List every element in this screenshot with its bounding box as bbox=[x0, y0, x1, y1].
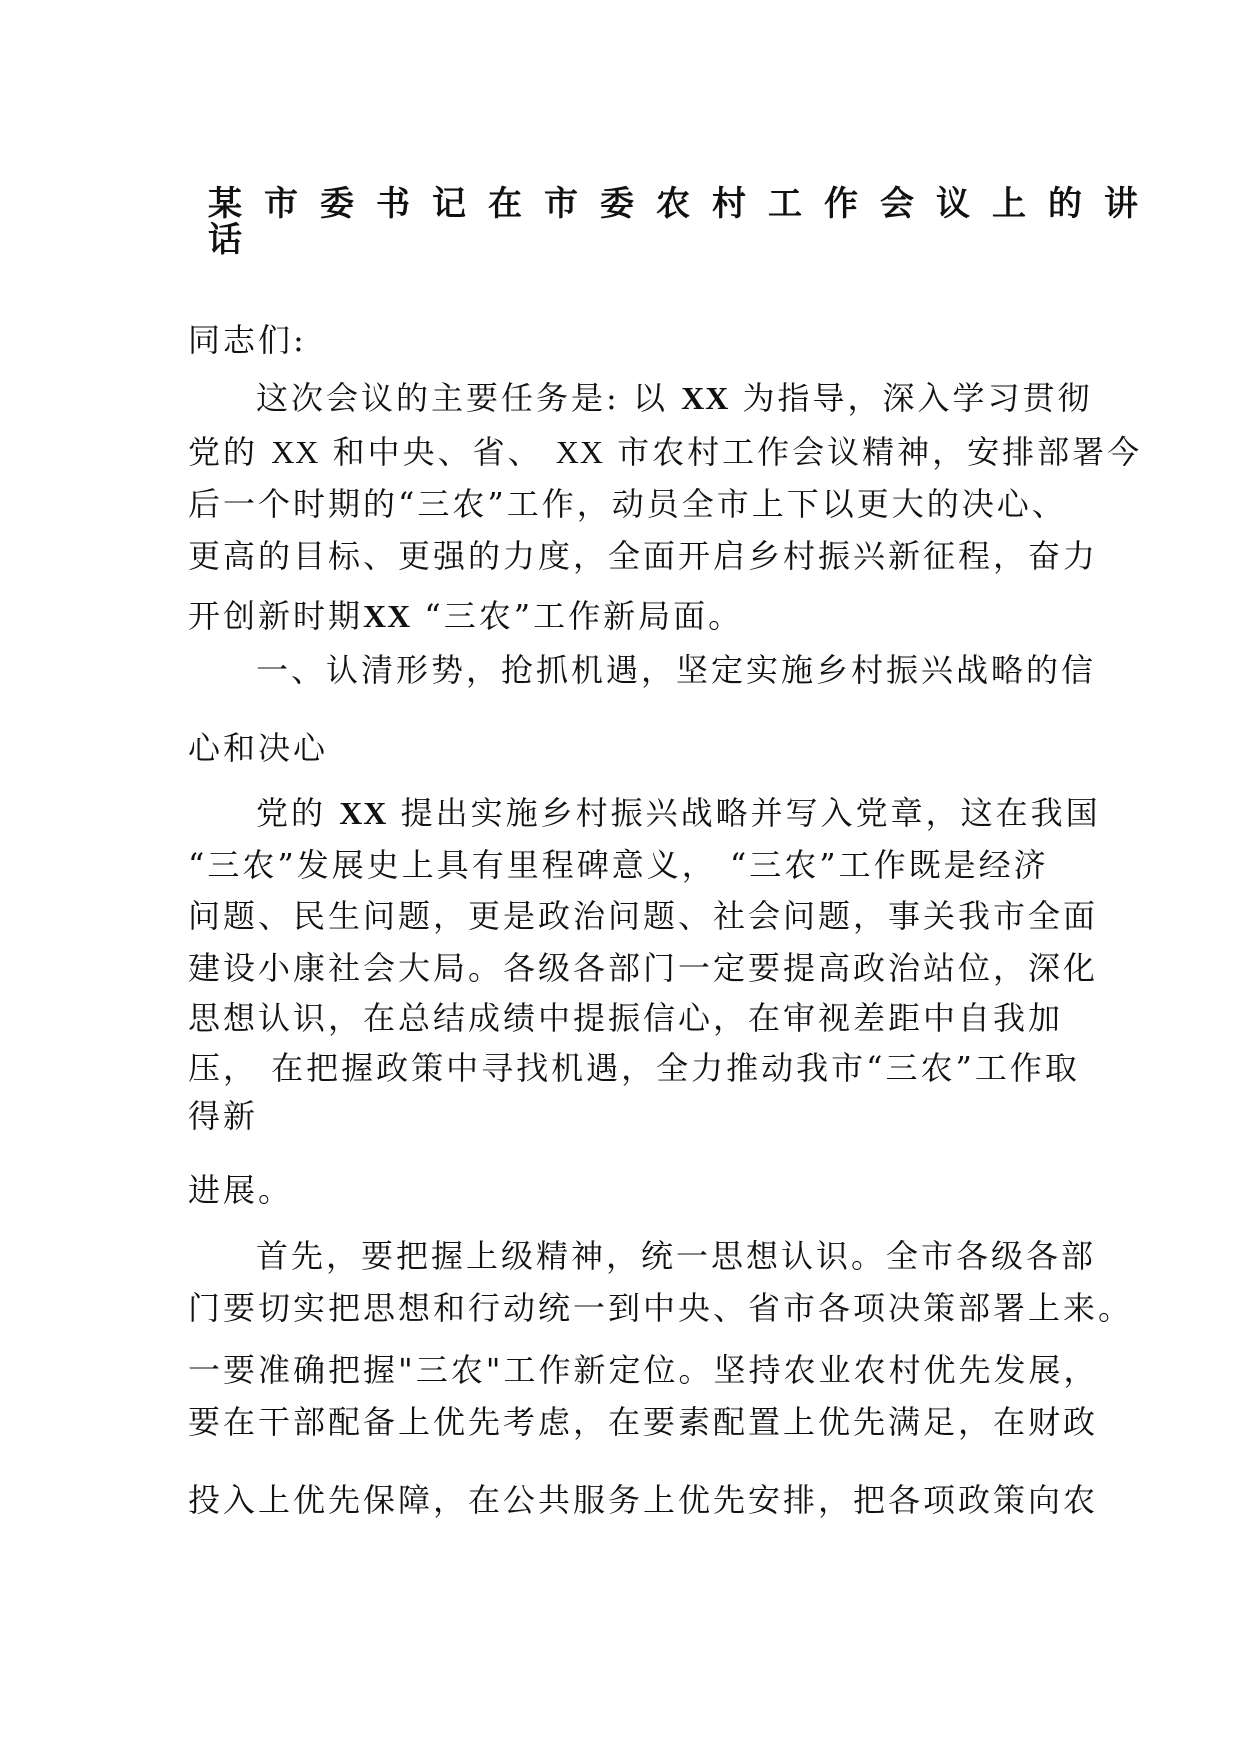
paragraph-2-line-8: 进展。 bbox=[188, 1171, 294, 1209]
paragraph-2-line-6: 压， 在把握政策中寻找机遇，全力推动我市“三农”工作取 bbox=[188, 1049, 1080, 1087]
paragraph-2-line-5: 思想认识，在总结成绩中提振信心，在审视差距中自我加 bbox=[188, 999, 1064, 1037]
text-run: 党的 bbox=[256, 794, 340, 832]
text-run: 市农村工作会议精神，安排部署今 bbox=[603, 433, 1143, 471]
text-run: 党的 bbox=[188, 433, 272, 471]
document-title-line-2: 话 bbox=[208, 220, 264, 260]
paragraph-3-line-5: 投入上优先保障，在公共服务上优先安排，把各项政策向农 bbox=[188, 1481, 1099, 1519]
paragraph-1-line-2 bbox=[188, 432, 1142, 472]
paragraph-1-line-5 bbox=[188, 596, 743, 636]
text-run: 和中央、省、 bbox=[319, 433, 556, 471]
paragraph-2-line-2: “三农”发展史上具有里程碑意义， “三农”工作既是经济 bbox=[188, 846, 1049, 884]
paragraph-3-line-3: 一要准确把握"三农"工作新定位。坚持农业农村优先发展， bbox=[188, 1351, 1099, 1389]
text-run: “三农”工作新局面。 bbox=[411, 597, 744, 635]
placeholder-xx: XX bbox=[681, 380, 730, 416]
text-run: 为指导，深入学习贯彻 bbox=[729, 379, 1093, 417]
placeholder-xx: XX bbox=[555, 434, 604, 470]
paragraph-3-line-4: 要在干部配备上优先考虑，在要素配置上优先满足，在财政 bbox=[188, 1403, 1099, 1441]
paragraph-2-line-7: 得新 bbox=[188, 1097, 259, 1135]
placeholder-xx: XX bbox=[363, 598, 412, 634]
text-run: 提出实施乡村振兴战略并写入党章，这在我国 bbox=[387, 794, 1101, 832]
salutation: 同志们: bbox=[188, 321, 307, 359]
paragraph-1-line-1 bbox=[256, 378, 1093, 418]
paragraph-1-line-4: 更高的目标、更强的力度，全面开启乡村振兴新征程，奋力 bbox=[188, 537, 1099, 575]
paragraph-3-line-2: 门要切实把思想和行动统一到中央、省市各项决策部署上来。 bbox=[188, 1289, 1134, 1327]
placeholder-xx: XX bbox=[271, 434, 320, 470]
text-run: 开创新时期 bbox=[188, 597, 364, 635]
placeholder-xx: XX bbox=[339, 795, 388, 831]
section-heading-1-line-1: 一、认清形势，抢抓机遇，坚定实施乡村振兴战略的信 bbox=[256, 651, 1097, 689]
section-heading-1-line-2: 心和决心 bbox=[188, 729, 329, 767]
paragraph-3-line-1: 首先，要把握上级精神，统一思想认识。全市各级各部 bbox=[256, 1237, 1097, 1275]
document-title-line-1: 某市委书记在市委农村工作会议上的讲 bbox=[208, 184, 1160, 224]
text-run: 这次会议的主要任务是: 以 bbox=[256, 379, 682, 417]
paragraph-2-line-3: 问题、民生问题，更是政治问题、社会问题，事关我市全面 bbox=[188, 897, 1099, 935]
paragraph-2-line-4: 建设小康社会大局。各级各部门一定要提高政治站位，深化 bbox=[188, 949, 1099, 987]
paragraph-1-line-3: 后一个时期的“三农”工作，动员全市上下以更大的决心、 bbox=[188, 485, 1067, 523]
paragraph-2-line-1 bbox=[256, 793, 1101, 833]
